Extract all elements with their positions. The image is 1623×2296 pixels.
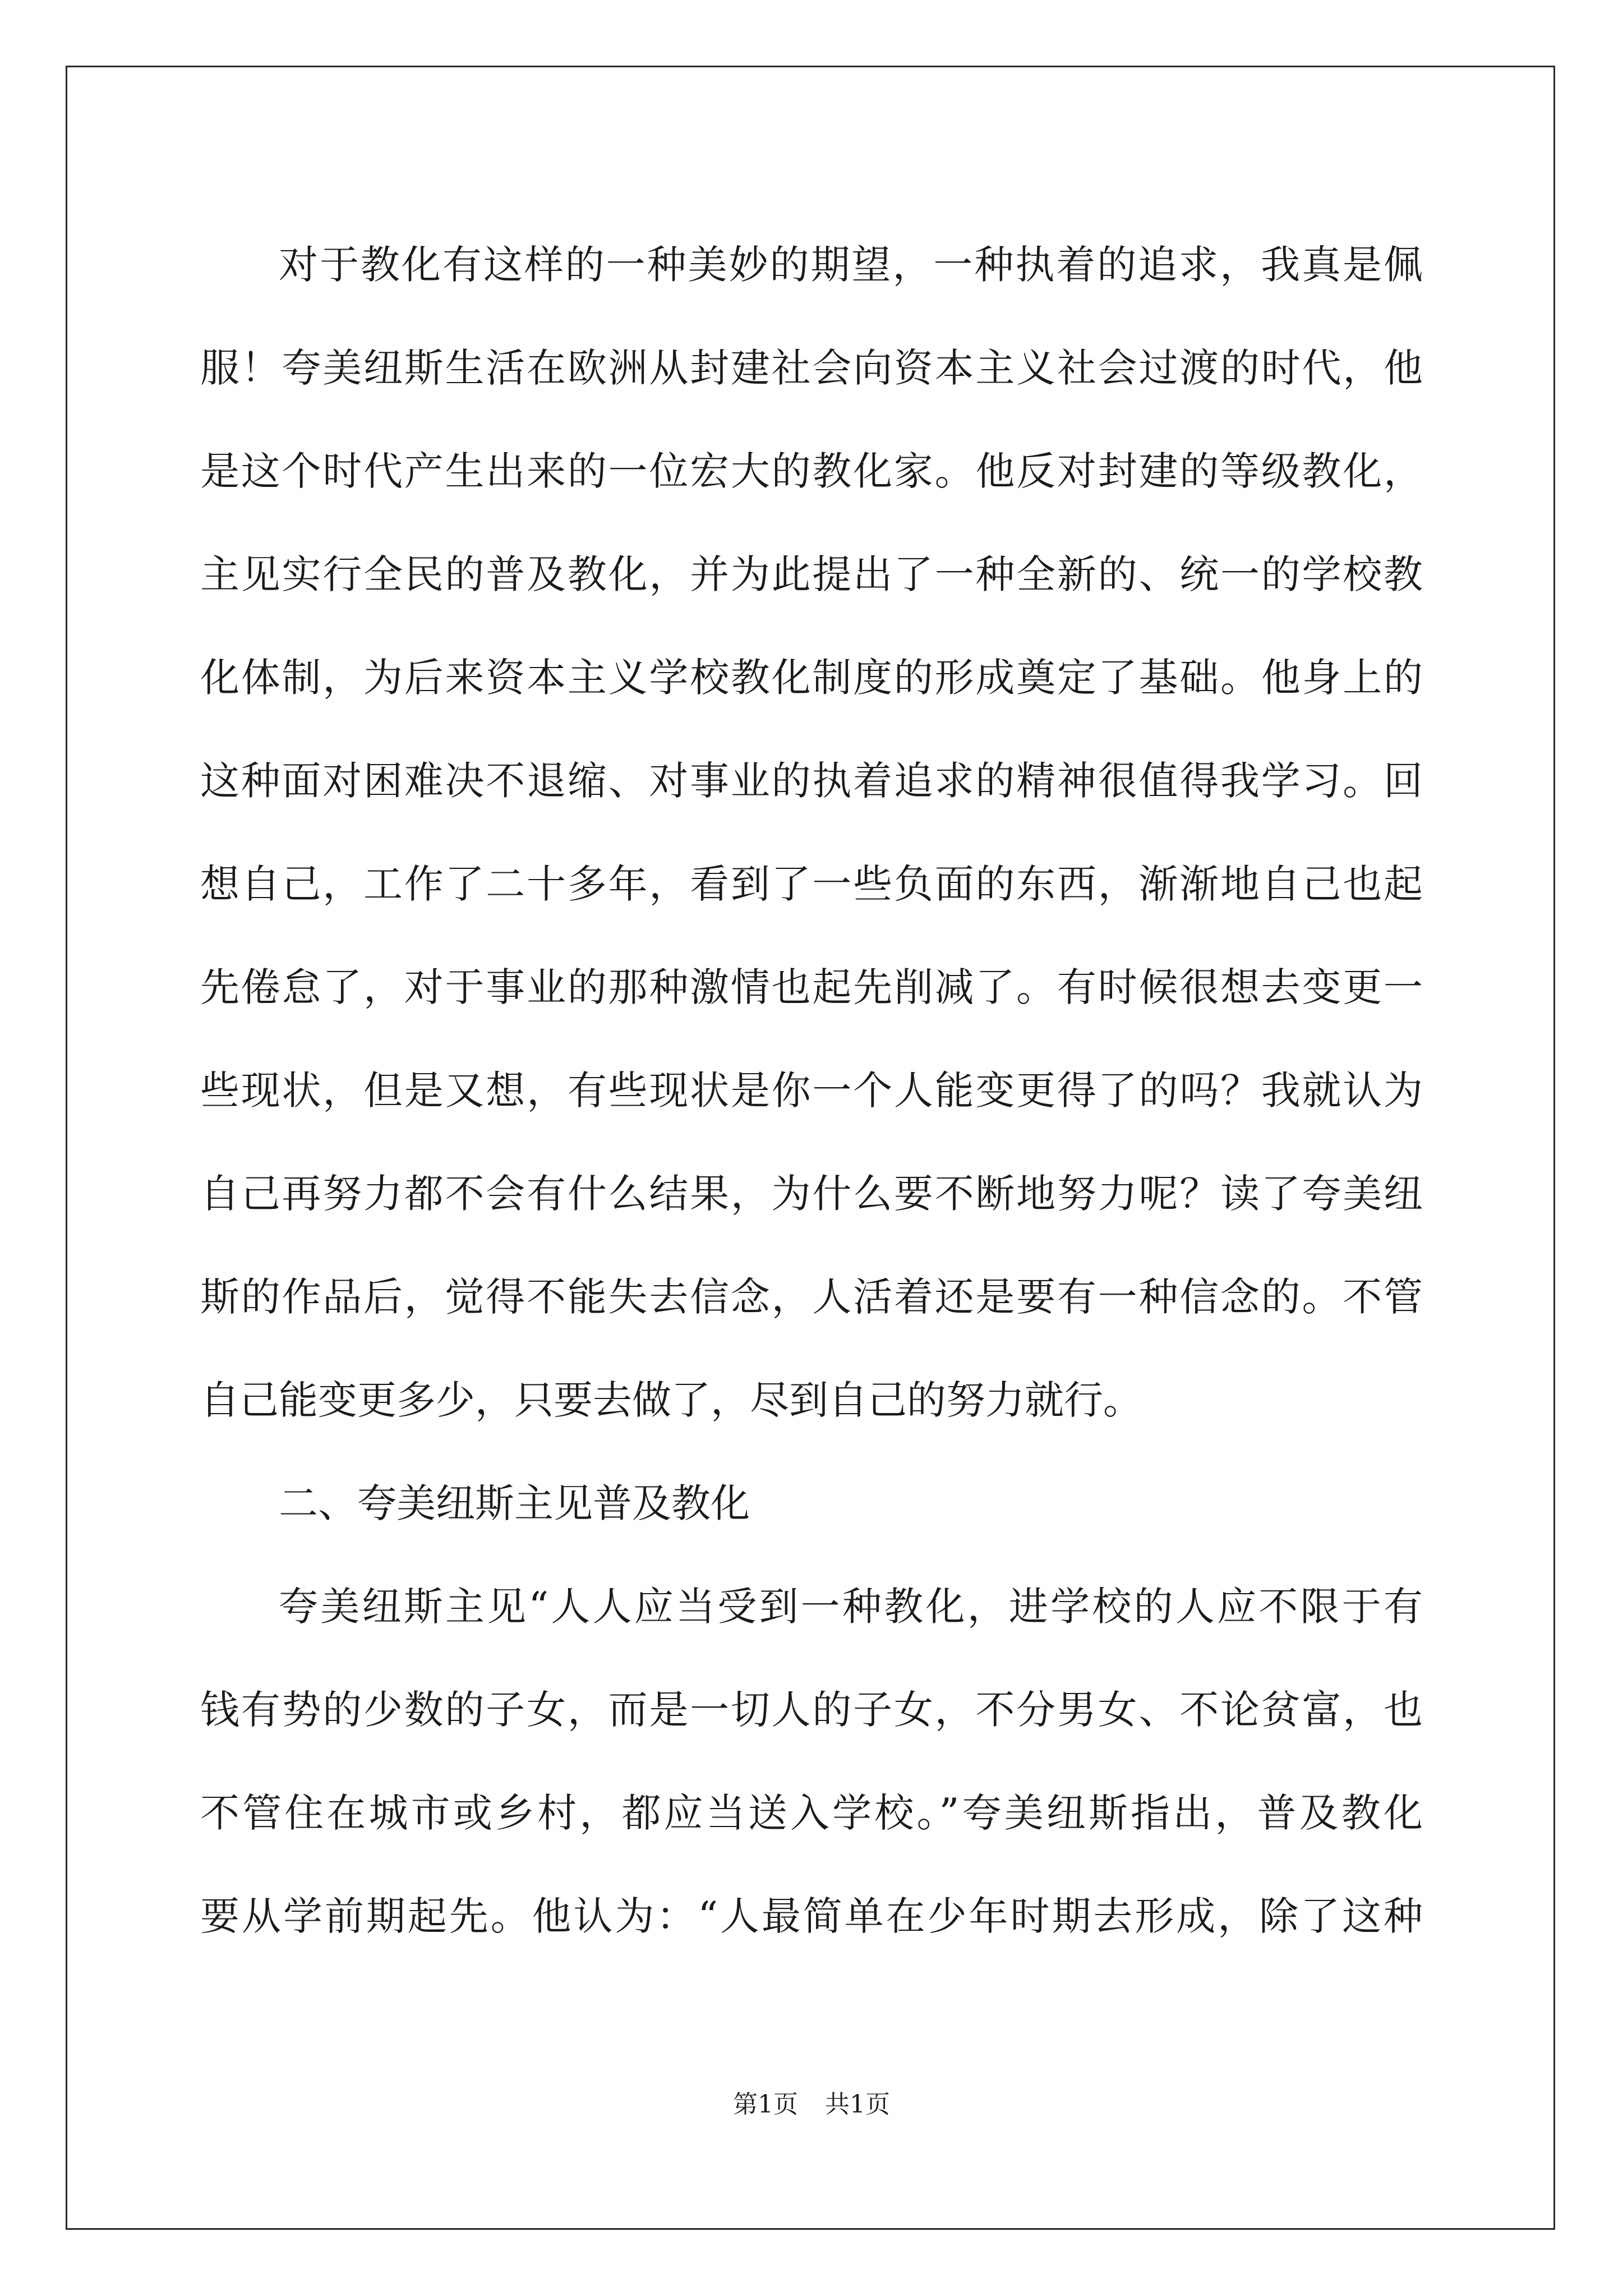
text-line: 化体制，为后来资本主义学校教化制度的形成奠定了基础。他身上的 — [200, 655, 1423, 701]
text-line: 这种面对困难决不退缩、对事业的执着追求的精神很值得我学习。回 — [200, 758, 1423, 804]
text-line: 自己再努力都不会有什么结果，为什么要不断地努力呢？读了夸美纽 — [200, 1171, 1423, 1217]
text-line: 不管住在城市或乡村，都应当送入学校。”夸美纽斯指出，普及教化 — [200, 1790, 1423, 1836]
document-body — [200, 213, 1423, 1968]
text-line: 钱有势的少数的子女，而是一切人的子女，不分男女、不论贫富，也 — [200, 1687, 1423, 1733]
text-line: 夸美纽斯主见“人人应当受到一种教化，进学校的人应不限于有 — [279, 1584, 1423, 1630]
page-number: 第1页 — [733, 2090, 798, 2119]
page-footer — [0, 2088, 1623, 2122]
text-line: 对于教化有这样的一种美妙的期望，一种执着的追求，我真是佩 — [279, 242, 1423, 288]
text-line: 主见实行全民的普及教化，并为此提出了一种全新的、统一的学校教 — [200, 551, 1423, 597]
text-line: 自己能变更多少，只要去做了，尽到自己的努力就行。 — [200, 1377, 1142, 1423]
text-line: 斯的作品后，觉得不能失去信念，人活着还是要有一种信念的。不管 — [200, 1274, 1423, 1320]
text-line: 是这个时代产生出来的一位宏大的教化家。他反对封建的等级教化， — [200, 448, 1423, 494]
section-heading: 二、夸美纽斯主见普及教化 — [279, 1480, 750, 1526]
text-line: 先倦怠了，对于事业的那种激情也起先削减了。有时候很想去变更一 — [200, 964, 1423, 1010]
page-total: 共1页 — [825, 2090, 890, 2119]
text-line: 服！夸美纽斯生活在欧洲从封建社会向资本主义社会过渡的时代，他 — [200, 345, 1423, 391]
text-line: 要从学前期起先。他认为：“人最简单在少年时期去形成，除了这种 — [200, 1893, 1423, 1939]
text-line: 想自己，工作了二十多年，看到了一些负面的东西，渐渐地自己也起 — [200, 861, 1423, 907]
text-line: 些现状，但是又想，有些现状是你一个人能变更得了的吗？我就认为 — [200, 1068, 1423, 1114]
